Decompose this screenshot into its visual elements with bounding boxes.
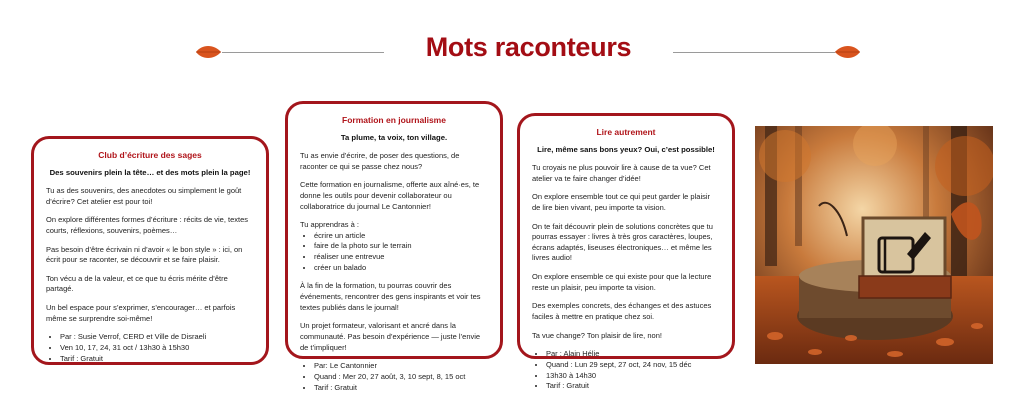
card-paragraph: Tu croyais ne plus pouvoir lire à cause de ta vue? Cet atelier va te faire changer d’idée! <box>532 163 711 183</box>
card-tagline: Ta plume, ta voix, ton village. <box>340 133 448 143</box>
card-paragraph: Ton vécu a de la valeur, et ce que tu écris mérite d’être partagé. <box>46 273 228 294</box>
card-paragraph: On explore ensemble ce qui existe pour que la lecture reste un plaisir, peu importe ta vision. <box>532 272 712 292</box>
learn-item: • réaliser une entrevue <box>314 252 488 263</box>
card-paragraph: Un projet formateur, valorisant et ancré dans la communauté. Pas besoin d’expérience — juste l’envie de t’impliquer! <box>300 321 481 352</box>
detail-item: • Tarif : Gratuit <box>60 354 254 365</box>
card-paragraph: On explore ensemble tout ce qui peut garder le plaisir de lire bien vivant, peu importe ta vision. <box>532 192 711 212</box>
card-paragraph: Cette formation en journalisme, offerte aux aîné·es, te donne les outils pour devenir collaborateur ou collaboratrice du journal Le Cantonnier! <box>300 180 480 211</box>
card-details <box>314 361 488 393</box>
workshop-card-reading <box>517 113 735 391</box>
card-title: Club d’écriture des sages <box>98 150 202 160</box>
detail-item: • Tarif : Gratuit <box>314 383 488 394</box>
detail-item: • Quand : Lun 29 sept, 27 oct, 24 nov, 15 déc <box>546 360 720 371</box>
learn-list <box>314 231 488 274</box>
card-details <box>60 332 254 364</box>
section-header <box>0 30 1024 74</box>
page-title: Mots raconteurs <box>425 32 632 62</box>
divider-right <box>673 52 835 53</box>
card-tagline: Des souvenirs plein la tête… et des mots plein la page! <box>49 168 251 178</box>
book-box <box>859 218 951 298</box>
card-paragraph: On te fait découvrir plein de solutions concrètes que tu pourras essayer : livres à très gros caractères, loupes, écrans adaptés, liseuses électroniques… et même les livres audio! <box>532 221 713 263</box>
card-paragraph: Ta vue change? Ton plaisir de lire, non! <box>532 330 662 340</box>
card-paragraph: Tu as envie d’écrire, de poser des questions, de raconter ce qui se passe chez nous? <box>300 151 460 171</box>
card-tagline: Lire, même sans bons yeux? Oui, c’est possible! <box>537 145 715 155</box>
detail-item: • Tarif : Gratuit <box>546 381 720 392</box>
workshop-card-journalism <box>285 101 503 392</box>
card-paragraph: Pas besoin d’être écrivain ni d’avoir « le bon style » : ici, on écrit pour se raconter, se découvrir et se faire plaisir. <box>46 244 243 265</box>
autumn-leaf-icon <box>834 43 862 61</box>
card-paragraph: Tu as des souvenirs, des anecdotes ou simplement le goût d’écrire? Cet atelier est pour toi! <box>46 186 242 206</box>
card-title: Formation en journalisme <box>342 115 446 125</box>
card-paragraph: Tu apprendras à : <box>300 220 359 230</box>
card-paragraph: On explore différentes formes d’écriture : récits de vie, textes courts, réflexions, souvenirs, poèmes… <box>46 215 249 235</box>
card-paragraph: Un bel espace pour s’exprimer, s’encourager… et parfois même se surprendre soi-même! <box>46 303 236 323</box>
learn-item: • écrire un article <box>314 231 488 242</box>
detail-item: • 13h30 à 14h30 <box>546 371 720 382</box>
detail-item: • Quand : Mer 20, 27 août, 3, 10 sept, 8, 15 oct <box>314 372 488 383</box>
detail-item: • Par: Le Cantonnier <box>314 361 488 372</box>
card-paragraph: Des exemples concrets, des échanges et des astuces faciles à mettre en pratique chez soi. <box>532 301 712 322</box>
card-details <box>546 349 720 392</box>
learn-item: • créer un balado <box>314 263 488 274</box>
detail-item: • Ven 10, 17, 24, 31 oct / 13h30 à 15h30 <box>60 343 254 354</box>
detail-item: • Par : Susie Verrof, CERD et Ville de Disraeli <box>60 332 254 343</box>
divider-left <box>222 52 384 53</box>
autumn-leaf-icon <box>194 43 222 61</box>
detail-item: • Par : Alain Hélie <box>546 349 720 360</box>
autumn-book-photo <box>755 126 993 364</box>
workshop-card-writing-club <box>31 136 269 365</box>
card-paragraph: À la fin de la formation, tu pourras couvrir des événements, rencontrer des gens inspirants et voir tes textes publiés dans le journal! <box>300 281 481 312</box>
card-title: Lire autrement <box>596 127 656 137</box>
learn-item: • faire de la photo sur le terrain <box>314 241 488 252</box>
